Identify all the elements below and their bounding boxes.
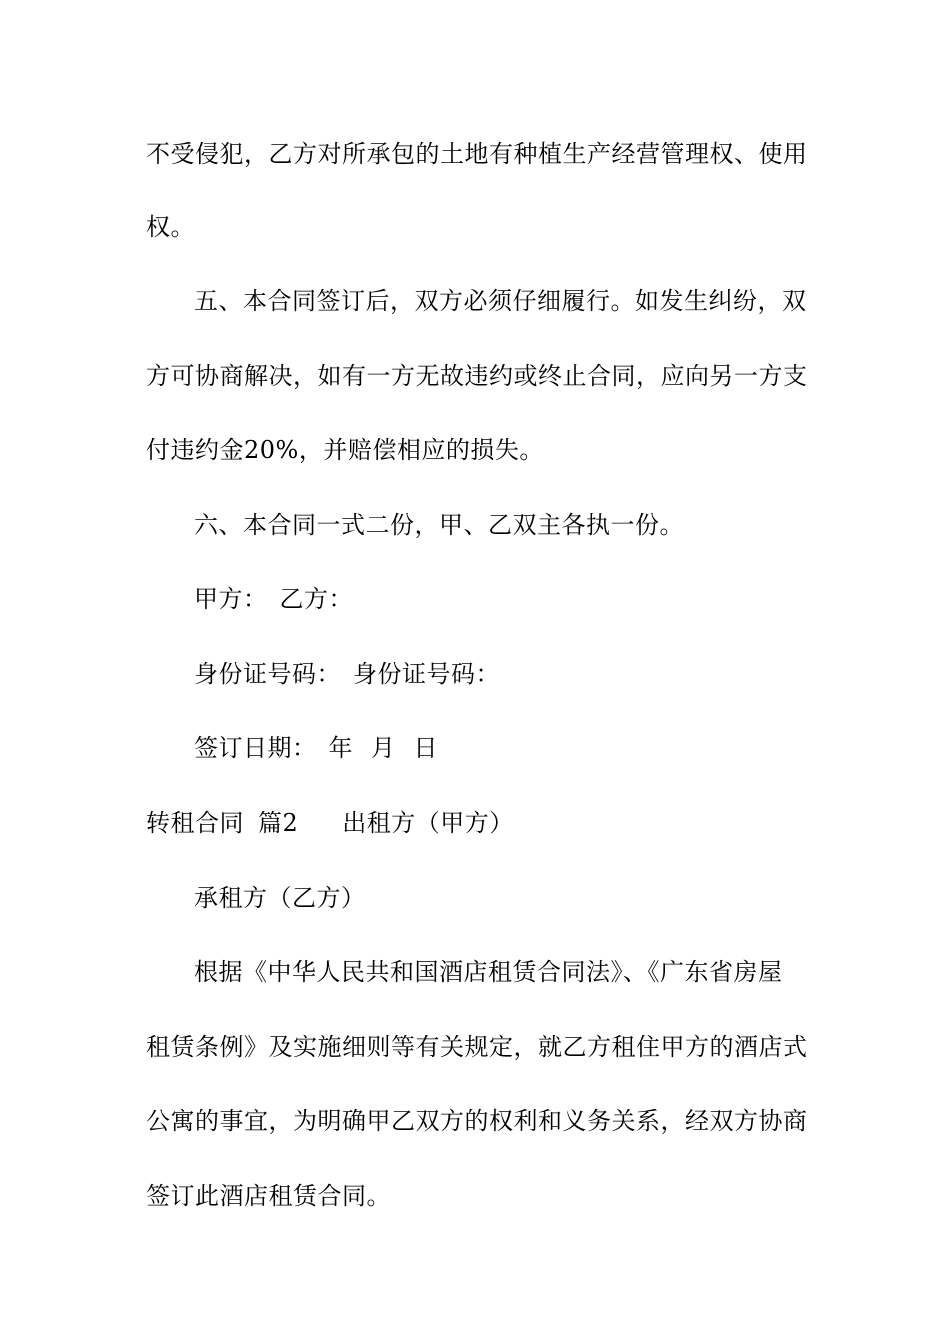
date-label: 签订日期：	[194, 734, 317, 762]
date-year: 年	[328, 734, 353, 762]
signature-date	[194, 733, 438, 763]
section-article: 篇2	[258, 809, 299, 837]
party-a-label: 甲方：	[194, 585, 268, 613]
signature-parties	[194, 584, 353, 614]
lessee-label: 承租方（乙方）	[194, 884, 366, 912]
signature-id-numbers	[194, 659, 500, 689]
paragraph-line: 权。	[146, 213, 195, 241]
section-title: 转租合同	[146, 809, 244, 837]
body-paragraph-line: 签订此酒店租赁合同。	[146, 1182, 391, 1210]
clause-six-line: 六、本合同一式二份，甲、乙双主各执一份。	[194, 511, 684, 539]
paragraph-line: 方可协商解决，如有一方无故违约或终止合同，应向另一方支	[146, 362, 808, 390]
party-b-label: 乙方：	[279, 585, 353, 613]
id-b-label: 身份证号码：	[353, 660, 500, 688]
clause-five-line: 五、本合同签订后，双方必须仔细履行。如发生纠纷，双	[194, 287, 807, 315]
lessor-label: 出租方（甲方）	[342, 809, 514, 837]
paragraph-line: 不受侵犯，乙方对所承包的土地有种植生产经营管理权、使用	[146, 140, 808, 168]
body-paragraph-line: 租赁条例》及实施细则等有关规定，就乙方租住甲方的酒店式	[146, 1033, 808, 1061]
body-paragraph-line: 公寓的事宜，为明确甲乙双方的权利和义务关系，经双方协商	[146, 1107, 808, 1135]
paragraph-line: 付违约金20%，并赔偿相应的损失。	[146, 436, 544, 464]
date-month: 月	[371, 734, 396, 762]
id-a-label: 身份证号码：	[194, 660, 341, 688]
date-day: 日	[413, 734, 438, 762]
body-paragraph-line: 根据《中华人民共和国酒店租赁合同法》、《广东省房屋	[194, 958, 783, 986]
section-heading	[146, 808, 514, 838]
